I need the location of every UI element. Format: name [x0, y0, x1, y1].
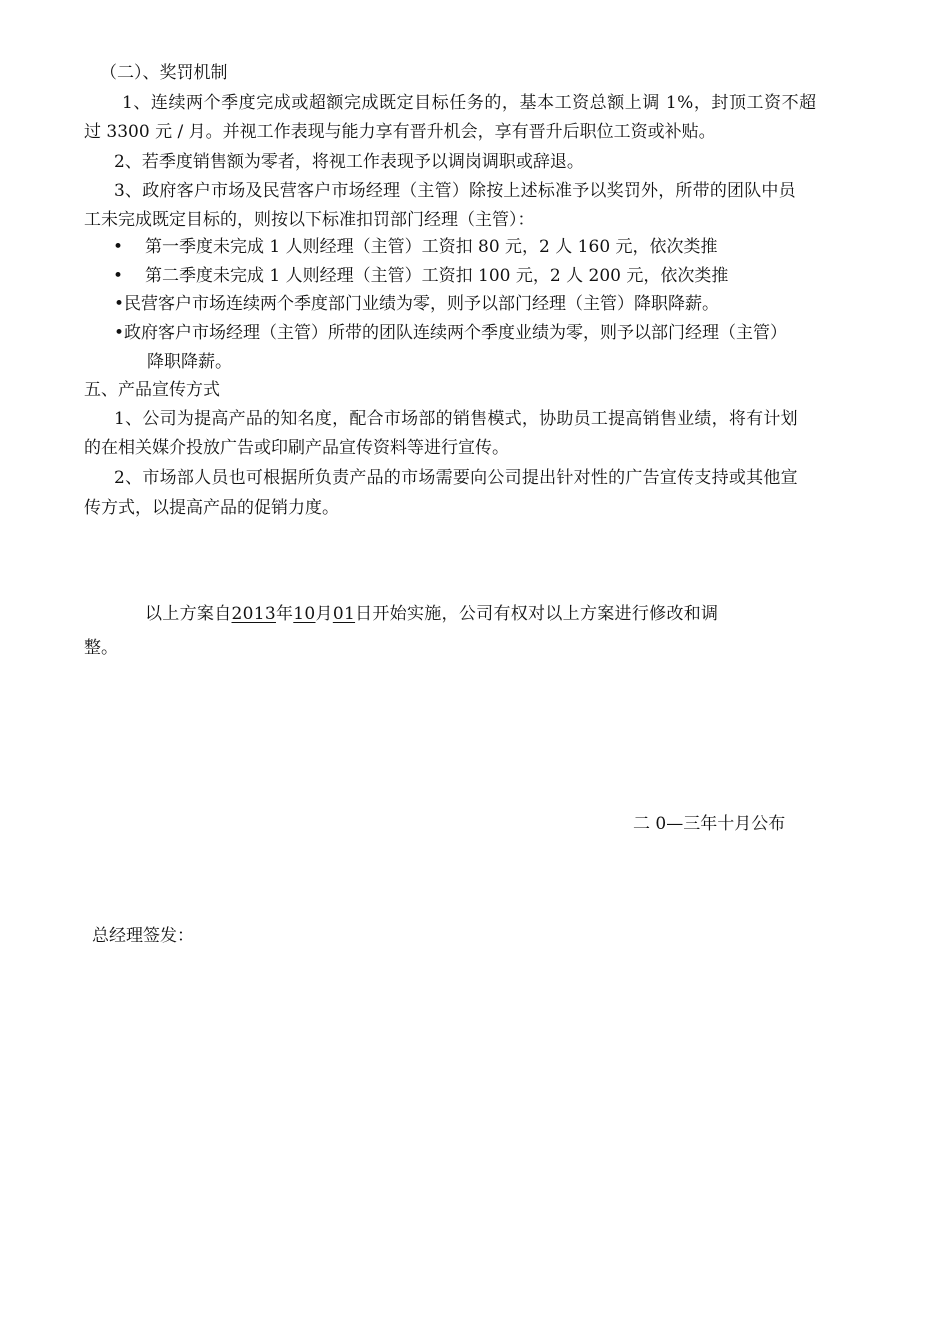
promo-item2-line2: 传方式，以提高产品的促销力度。 [84, 498, 339, 518]
publish-date: 二 0—三年十月公布 [633, 814, 786, 834]
promo-item1-line1: 1、公司为提高产品的知名度，配合市场部的销售模式，协助员工提高销售业绩，将有计划 [114, 409, 798, 429]
bullet-marker: • [113, 266, 124, 286]
bullet-marker: • [113, 237, 124, 257]
bullet-item-q1: 第一季度未完成 1 人则经理（主管）工资扣 80 元，2 人 160 元，依次类推 [145, 237, 718, 257]
promo-heading: 五、产品宣传方式 [84, 380, 220, 400]
reward-heading: （二）、奖罚机制 [100, 63, 228, 83]
implementation-suffix: 日开始实施，公司有权对以上方案进行修改和调 [355, 604, 719, 624]
implementation-year: 2013 [231, 604, 276, 624]
promo-item2-line1: 2、市场部人员也可根据所负责产品的市场需要向公司提出针对性的广告宣传支持或其他宣 [114, 468, 798, 488]
reward-item3-line1: 3、政府客户市场及民营客户市场经理（主管）除按上述标准予以奖罚外，所带的团队中员 [114, 181, 796, 201]
implementation-day: 01 [332, 604, 356, 624]
bullet-item-q2: 第二季度未完成 1 人则经理（主管）工资扣 100 元，2 人 200 元，依次类推 [145, 266, 729, 286]
implementation-year-unit: 年 [275, 604, 294, 624]
reward-item1-line1: 1、连续两个季度完成或超额完成既定目标任务的，基本工资总额上调 1%，封顶工资不超 [122, 93, 817, 113]
bullet-item-private-market: •民营客户市场连续两个季度部门业绩为零，则予以部门经理（主管）降职降薪。 [114, 294, 720, 314]
implementation-prefix: 以上方案自 [145, 604, 232, 624]
implementation-month-unit: 月 [315, 604, 333, 624]
implementation-line1 [145, 606, 718, 623]
signature-label: 总经理签发： [92, 926, 194, 946]
implementation-month: 10 [293, 604, 316, 624]
reward-item3-line2: 工未完成既定目标的，则按以下标准扣罚部门经理（主管）： [84, 210, 535, 230]
reward-item1-line2: 过 3300 元 / 月。并视工作表现与能力享有晋升机会，享有晋升后职位工资或补贴。 [84, 122, 716, 142]
promo-item1-line2: 的在相关媒介投放广告或印刷产品宣传资料等进行宣传。 [84, 438, 509, 458]
implementation-line2: 整。 [84, 638, 118, 658]
bullet-item-government-market-line2: 降职降薪。 [147, 352, 232, 372]
bullet-item-government-market-line1: •政府客户市场经理（主管）所带的团队连续两个季度业绩为零，则予以部门经理（主管） [114, 323, 788, 343]
reward-item2: 2、若季度销售额为零者，将视工作表现予以调岗调职或辞退。 [114, 152, 584, 172]
